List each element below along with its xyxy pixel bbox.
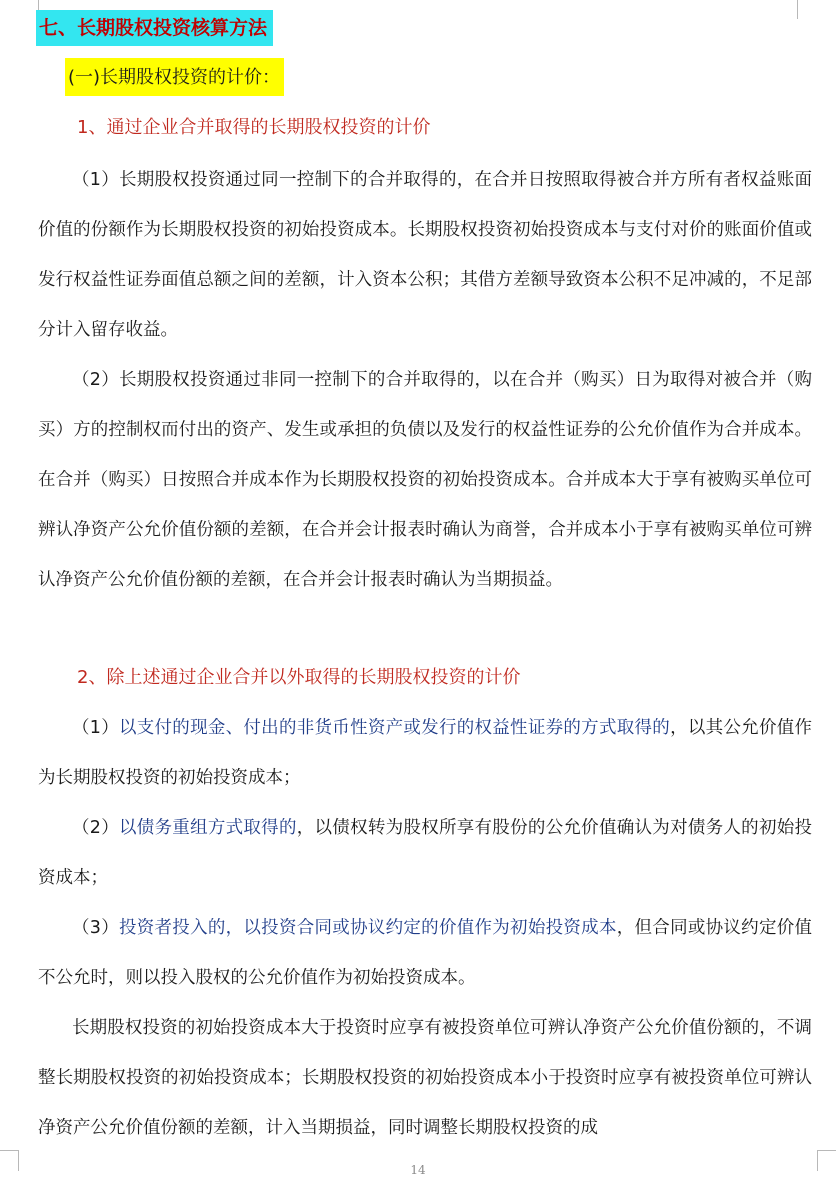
section-1-title: 1、通过企业合并取得的长期股权投资的计价 [77,117,431,138]
page-number: 14 [410,1163,426,1177]
item-number: （1） [72,718,119,738]
item-number: （2） [72,818,119,838]
item-number: （3） [72,918,119,938]
crop-mark-top-right [797,0,818,19]
section-1-paragraph-1: （1）长期股权投资通过同一控制下的合并取得的，在合并日按照取得被合并方所有者权益账面价值的份额作为长期股权投资的初始投资成本。长期股权投资初始投资成本与支付对价的账面价值或发行权益性证券面值总额之间的差额，计入资本公积；其借方差额导致资本公积不足冲减的，不足部分计入留存收益。 [38,170,812,340]
section-2-item-3 [38,903,812,1003]
section-2-item-1 [38,703,812,803]
chapter-heading: 七、长期股权投资核算方法 [36,10,273,46]
section-2-item-2 [38,803,812,903]
item-text: ，以债权转为股权所享有股份的公允价值确认为对债务人的初始投资成本； [38,818,813,888]
closing-paragraph: 长期股权投资的初始投资成本大于投资时应享有被投资单位可辨认净资产公允价值份额的，不调整长期股权投资的初始投资成本；长期股权投资的初始投资成本小于投资时应享有被投资单位可辨认净资产公允价值份额的差额，计入当期损益，同时调整长期股权投资的成 [38,1018,812,1138]
item-text: ，但合同或协议约定价值不公允时，则以投入股权的公允价值作为初始投资成本。 [38,918,813,988]
section-2-title: 2、除上述通过企业合并以外取得的长期股权投资的计价 [77,667,521,688]
section-1-paragraph-2: （2）长期股权投资通过非同一控制下的合并取得的，以在合并（购买）日为取得对被合并（购买）方的控制权而付出的资产、发生或承担的负债以及发行的权益性证券的公允价值作为合并成本。在合并（购买）日按照合并成本作为长期股权投资的初始投资成本。合并成本大于享有被购买单位可辨认净资产公允价值份额的差额，在合并会计报表时确认为商誉，合并成本小于享有被购买单位可辨认净资产公允价值份额的差额，在合并会计报表时确认为当期损益。 [38,370,812,590]
item-highlight: 以债务重组方式取得的 [118,818,297,838]
sub-heading: (一)长期股权投资的计价： [65,58,284,96]
item-highlight: 以支付的现金、付出的非货币性资产或发行的权益性证券的方式取得的 [118,718,671,738]
item-highlight: 投资者投入的，以投资合同或协议约定的价值作为初始投资成本 [118,918,617,938]
item-text: ，以其公允价值作为长期股权投资的初始投资成本； [38,718,813,788]
